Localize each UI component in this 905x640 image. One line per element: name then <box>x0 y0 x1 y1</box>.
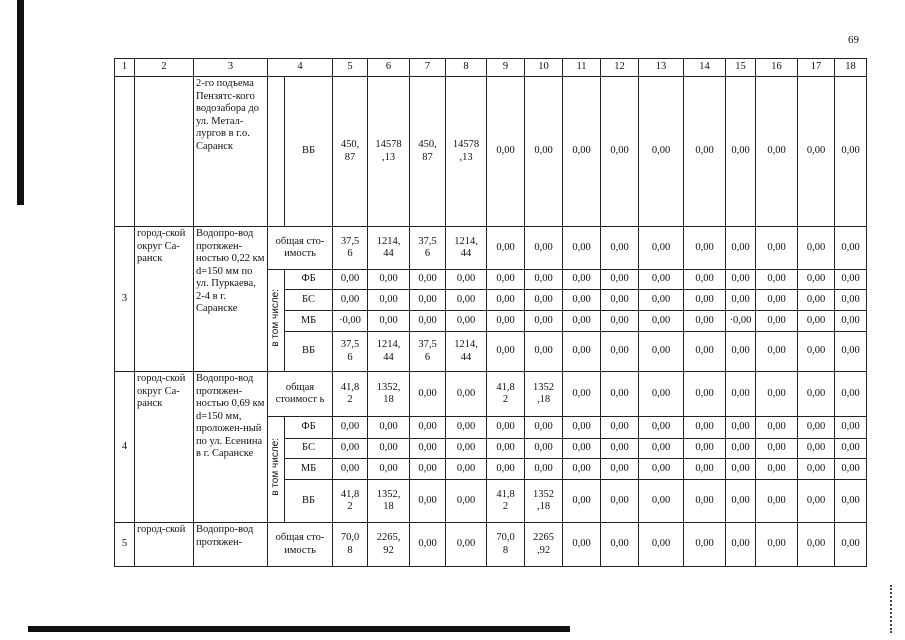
value-cell: 0,00 <box>798 480 835 523</box>
header-cell: 7 <box>410 59 446 77</box>
value-cell: 0,00 <box>368 311 410 332</box>
header-cell: 5 <box>333 59 368 77</box>
value-cell: 0,00 <box>563 480 601 523</box>
value-cell: 0,00 <box>446 523 487 567</box>
value-cell: 0,00 <box>601 523 639 567</box>
value-cell: 0,00 <box>368 270 410 290</box>
value-cell: 0,00 <box>726 290 756 311</box>
value-cell: 0,00 <box>756 77 798 227</box>
value-cell: 0,00 <box>684 372 726 417</box>
value-cell: 0,00 <box>835 480 867 523</box>
funding-type: БС <box>285 290 333 311</box>
header-cell: 8 <box>446 59 487 77</box>
value-cell: 0,00 <box>835 270 867 290</box>
funding-type: ФБ <box>285 270 333 290</box>
value-cell: 0,00 <box>333 290 368 311</box>
value-cell: 0,00 <box>368 439 410 459</box>
table-row <box>115 523 867 567</box>
value-cell: 0,00 <box>835 227 867 270</box>
header-row <box>115 59 867 77</box>
value-cell: 0,00 <box>368 290 410 311</box>
value-cell: ·0,00 <box>333 311 368 332</box>
header-cell: 2 <box>135 59 194 77</box>
value-cell: 0,00 <box>563 417 601 439</box>
value-cell: 0,00 <box>601 459 639 480</box>
value-cell: 0,00 <box>756 311 798 332</box>
value-cell: 0,00 <box>410 311 446 332</box>
value-cell: 0,00 <box>756 459 798 480</box>
value-cell: 0,00 <box>835 523 867 567</box>
value-cell: 0,00 <box>333 459 368 480</box>
value-cell: 1214, 44 <box>446 332 487 372</box>
value-cell: 0,00 <box>563 290 601 311</box>
value-cell: 1214, 44 <box>446 227 487 270</box>
value-cell: 0,00 <box>726 77 756 227</box>
scan-edge-left <box>17 0 24 205</box>
value-cell: 0,00 <box>446 459 487 480</box>
value-cell: 70,0 8 <box>487 523 525 567</box>
value-cell: 41,8 2 <box>333 372 368 417</box>
value-cell: 0,00 <box>601 480 639 523</box>
value-cell: 0,00 <box>601 372 639 417</box>
value-cell: 0,00 <box>639 332 684 372</box>
value-cell: 2265, 92 <box>368 523 410 567</box>
value-cell: 0,00 <box>601 439 639 459</box>
value-cell: 0,00 <box>446 439 487 459</box>
value-cell: 0,00 <box>601 311 639 332</box>
header-cell: 9 <box>487 59 525 77</box>
value-cell: 0,00 <box>639 439 684 459</box>
value-cell: 0,00 <box>756 270 798 290</box>
value-cell: 14578 ,13 <box>368 77 410 227</box>
header-cell: 10 <box>525 59 563 77</box>
value-cell: 0,00 <box>835 311 867 332</box>
value-cell: 0,00 <box>684 77 726 227</box>
value-cell: 0,00 <box>684 227 726 270</box>
value-cell: 0,00 <box>487 459 525 480</box>
table-row <box>115 77 867 227</box>
value-cell: 0,00 <box>525 417 563 439</box>
value-cell: 0,00 <box>601 77 639 227</box>
value-cell: 0,00 <box>487 77 525 227</box>
value-cell: 450, 87 <box>333 77 368 227</box>
value-cell: 0,00 <box>835 439 867 459</box>
page-number: 69 <box>848 34 859 46</box>
header-cell: 15 <box>726 59 756 77</box>
value-cell: 0,00 <box>563 332 601 372</box>
value-cell: 37,5 6 <box>410 227 446 270</box>
header-cell: 17 <box>798 59 835 77</box>
value-cell: 0,00 <box>726 417 756 439</box>
value-cell: 0,00 <box>639 290 684 311</box>
value-cell: 0,00 <box>487 290 525 311</box>
value-cell: 41,8 2 <box>333 480 368 523</box>
value-cell: 0,00 <box>684 439 726 459</box>
value-cell: 0,00 <box>756 417 798 439</box>
value-cell: 1214, 44 <box>368 332 410 372</box>
value-cell: 0,00 <box>446 480 487 523</box>
header-cell: 13 <box>639 59 684 77</box>
value-cell: 0,00 <box>601 270 639 290</box>
row-number: 3 <box>115 227 135 372</box>
value-cell: 0,00 <box>835 290 867 311</box>
value-cell: 0,00 <box>410 439 446 459</box>
scan-edge-right <box>890 585 895 633</box>
value-cell: 0,00 <box>835 459 867 480</box>
value-cell: 0,00 <box>563 372 601 417</box>
value-cell: 0,00 <box>726 227 756 270</box>
value-cell: 0,00 <box>726 270 756 290</box>
value-cell: 0,00 <box>639 372 684 417</box>
value-cell: 450, 87 <box>410 77 446 227</box>
value-cell: 0,00 <box>368 417 410 439</box>
value-cell: 0,00 <box>639 459 684 480</box>
value-cell: 37,5 6 <box>333 332 368 372</box>
funding-type: ФБ <box>285 417 333 439</box>
value-cell: 0,00 <box>798 523 835 567</box>
value-cell: 0,00 <box>446 417 487 439</box>
value-cell: 0,00 <box>639 227 684 270</box>
value-cell: 0,00 <box>756 372 798 417</box>
value-cell: 0,00 <box>639 523 684 567</box>
value-cell: 0,00 <box>525 227 563 270</box>
value-cell: 0,00 <box>410 372 446 417</box>
funding-type: ВБ <box>285 480 333 523</box>
value-cell: 0,00 <box>684 311 726 332</box>
vertical-label: в том числе: <box>269 438 281 497</box>
value-cell: 0,00 <box>525 332 563 372</box>
value-cell: 0,00 <box>446 290 487 311</box>
value-cell: 0,00 <box>525 270 563 290</box>
value-cell: 0,00 <box>756 332 798 372</box>
value-cell: 0,00 <box>684 480 726 523</box>
header-cell: 1 <box>115 59 135 77</box>
value-cell: 0,00 <box>333 270 368 290</box>
value-cell: 0,00 <box>798 417 835 439</box>
value-cell: 0,00 <box>684 270 726 290</box>
value-cell: 0,00 <box>410 290 446 311</box>
value-cell: 0,00 <box>601 332 639 372</box>
value-cell: 0,00 <box>487 270 525 290</box>
value-cell: 0,00 <box>756 523 798 567</box>
value-cell: 0,00 <box>726 480 756 523</box>
value-cell: 0,00 <box>563 77 601 227</box>
value-cell: 14578 ,13 <box>446 77 487 227</box>
value-cell: 0,00 <box>726 459 756 480</box>
value-cell: 0,00 <box>684 417 726 439</box>
row-number-cell <box>115 77 135 227</box>
value-cell: 0,00 <box>684 459 726 480</box>
value-cell: 0,00 <box>487 439 525 459</box>
value-cell: 0,00 <box>639 77 684 227</box>
value-cell: 0,00 <box>798 372 835 417</box>
object-description: Водопро-вод протяжен-ностью 0,22 км d=150 мм по ул. Пуркаева, 2-4 в г. Саранске <box>194 227 268 372</box>
row-number: 4 <box>115 372 135 523</box>
total-cost-label: общая стоимост ь <box>268 372 333 417</box>
value-cell: 0,00 <box>563 459 601 480</box>
value-cell: 0,00 <box>487 227 525 270</box>
value-cell: 0,00 <box>798 77 835 227</box>
value-cell: 0,00 <box>798 439 835 459</box>
value-cell: 0,00 <box>487 332 525 372</box>
value-cell: 0,00 <box>726 523 756 567</box>
area-cell <box>135 77 194 227</box>
header-cell: 12 <box>601 59 639 77</box>
header-cell: 14 <box>684 59 726 77</box>
area-name: город-ской округ Са-ранск <box>135 227 194 372</box>
value-cell: 0,00 <box>798 311 835 332</box>
value-cell: 0,00 <box>639 480 684 523</box>
vertical-label: в том числе: <box>269 289 281 348</box>
area-name: город-ской <box>135 523 194 567</box>
value-cell: 0,00 <box>798 290 835 311</box>
value-cell: 0,00 <box>563 439 601 459</box>
value-cell: 1352 ,18 <box>525 480 563 523</box>
funding-type: ВБ <box>285 332 333 372</box>
value-cell: 0,00 <box>525 77 563 227</box>
funding-type: МБ <box>285 459 333 480</box>
header-cell: 18 <box>835 59 867 77</box>
value-cell: 1352, 18 <box>368 372 410 417</box>
value-cell: 0,00 <box>684 332 726 372</box>
value-cell: 0,00 <box>525 290 563 311</box>
table-row <box>115 372 867 417</box>
value-cell: 0,00 <box>410 480 446 523</box>
value-cell: 0,00 <box>726 439 756 459</box>
total-cost-label: общая сто-имость <box>268 523 333 567</box>
object-description: Водопро-вод протяжен- <box>194 523 268 567</box>
value-cell: 0,00 <box>563 523 601 567</box>
value-cell: 0,00 <box>756 439 798 459</box>
value-cell: 0,00 <box>410 270 446 290</box>
value-cell: 0,00 <box>639 270 684 290</box>
value-cell: 0,00 <box>525 439 563 459</box>
value-cell: 0,00 <box>487 311 525 332</box>
value-cell: 0,00 <box>726 372 756 417</box>
value-cell: 0,00 <box>333 417 368 439</box>
value-cell: 0,00 <box>798 227 835 270</box>
value-cell: 0,00 <box>368 459 410 480</box>
value-cell: 1352, 18 <box>368 480 410 523</box>
value-cell: 0,00 <box>756 227 798 270</box>
value-cell: 0,00 <box>835 77 867 227</box>
value-cell: 0,00 <box>446 270 487 290</box>
scan-edge-bottom <box>28 626 570 632</box>
value-cell: 0,00 <box>835 417 867 439</box>
value-cell: 1214, 44 <box>368 227 410 270</box>
object-description: Водопро-вод протяжен-ностью 0,69 км d=150 мм, проложен-ный по ул. Есенина в г. Саранске <box>194 372 268 523</box>
value-cell: 37,5 6 <box>333 227 368 270</box>
table-row <box>115 227 867 270</box>
object-description: 2-го подъема Пензятс-кого водозабора до ул. Метал-лургов в г.о. Саранск <box>194 77 268 227</box>
funding-type: ВБ <box>285 77 333 227</box>
value-cell: 0,00 <box>639 417 684 439</box>
value-cell: 0,00 <box>563 270 601 290</box>
value-cell: 0,00 <box>601 290 639 311</box>
total-cost-label: общая сто-имость <box>268 227 333 270</box>
value-cell: 0,00 <box>756 290 798 311</box>
budget-table <box>114 58 867 567</box>
value-cell: 0,00 <box>410 417 446 439</box>
value-cell: 0,00 <box>333 439 368 459</box>
value-cell: 0,00 <box>601 227 639 270</box>
header-cell: 3 <box>194 59 268 77</box>
value-cell: 0,00 <box>798 270 835 290</box>
value-cell: 0,00 <box>525 311 563 332</box>
blank-cell <box>268 77 285 227</box>
value-cell: ·0,00 <box>726 311 756 332</box>
value-cell: 0,00 <box>726 332 756 372</box>
table-body <box>115 59 867 567</box>
header-cell: 6 <box>368 59 410 77</box>
value-cell: 0,00 <box>410 459 446 480</box>
value-cell: 0,00 <box>446 311 487 332</box>
funding-type: БС <box>285 439 333 459</box>
value-cell: 0,00 <box>410 523 446 567</box>
value-cell: 0,00 <box>563 227 601 270</box>
value-cell: 0,00 <box>563 311 601 332</box>
value-cell: 0,00 <box>835 372 867 417</box>
value-cell: 1352 ,18 <box>525 372 563 417</box>
header-cell: 11 <box>563 59 601 77</box>
value-cell: 0,00 <box>487 417 525 439</box>
value-cell: 0,00 <box>798 459 835 480</box>
value-cell: 0,00 <box>639 311 684 332</box>
value-cell: 41,8 2 <box>487 480 525 523</box>
value-cell: 2265 ,92 <box>525 523 563 567</box>
value-cell: 0,00 <box>446 372 487 417</box>
header-cell: 4 <box>268 59 333 77</box>
vertical-label-cell <box>268 270 285 372</box>
value-cell: 70,0 8 <box>333 523 368 567</box>
vertical-label-cell <box>268 417 285 523</box>
funding-type: МБ <box>285 311 333 332</box>
value-cell: 0,00 <box>684 523 726 567</box>
area-name: город-ской округ Са-ранск <box>135 372 194 523</box>
value-cell: 0,00 <box>684 290 726 311</box>
value-cell: 0,00 <box>835 332 867 372</box>
row-number: 5 <box>115 523 135 567</box>
value-cell: 37,5 6 <box>410 332 446 372</box>
value-cell: 0,00 <box>525 459 563 480</box>
header-cell: 16 <box>756 59 798 77</box>
value-cell: 0,00 <box>798 332 835 372</box>
value-cell: 41,8 2 <box>487 372 525 417</box>
value-cell: 0,00 <box>601 417 639 439</box>
value-cell: 0,00 <box>756 480 798 523</box>
